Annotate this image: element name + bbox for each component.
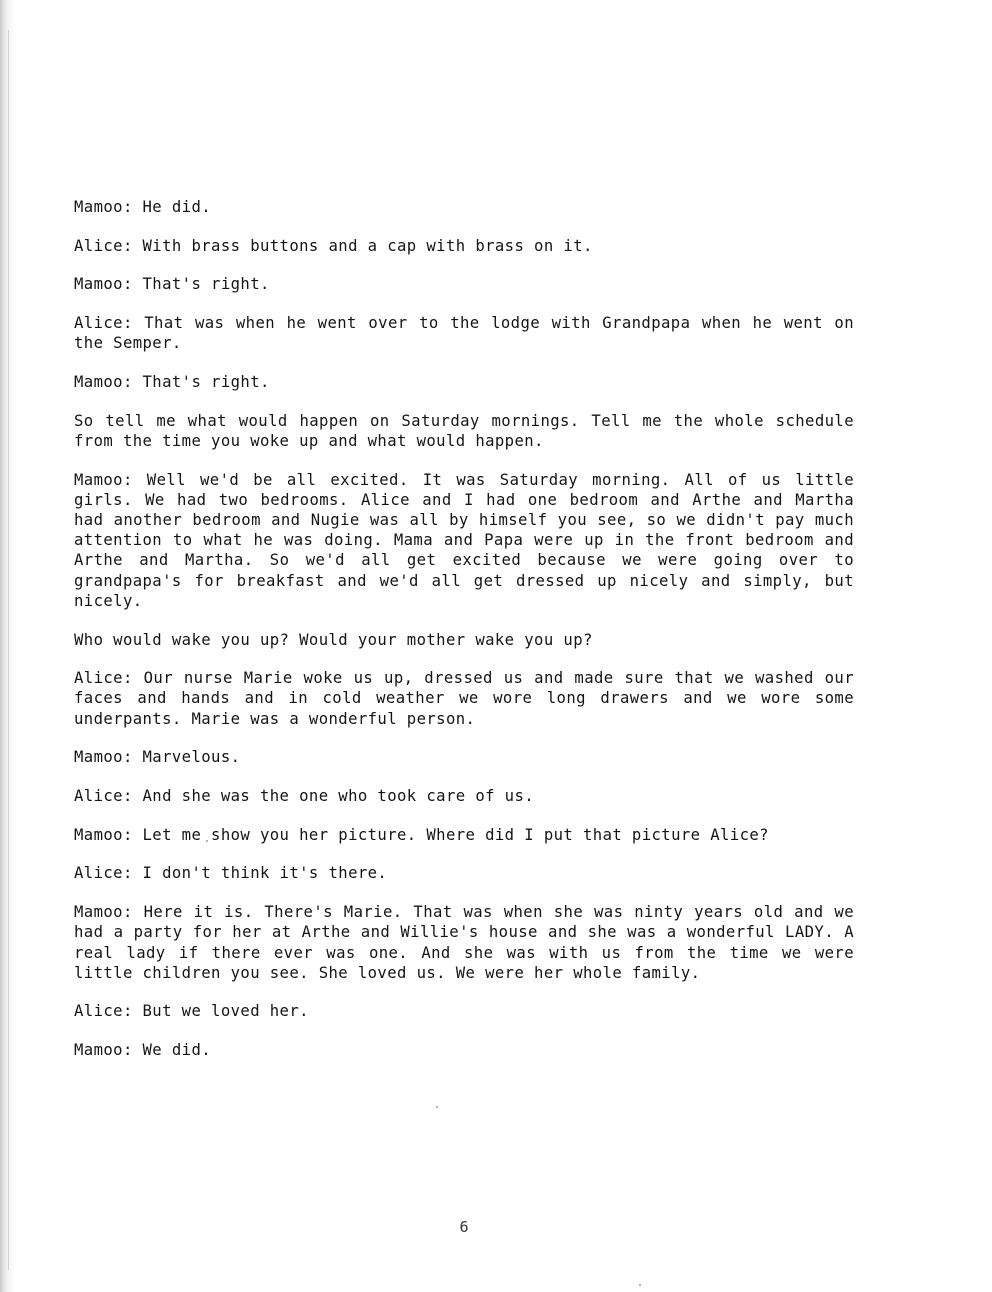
transcript-paragraph: Mamoo: Marvelous. <box>74 748 241 767</box>
scan-speck <box>436 1106 438 1108</box>
transcript-paragraph: Who would wake you up? Would your mother wake you up? <box>74 630 593 649</box>
transcript-paragraph: Mamoo: We did. <box>74 1041 212 1060</box>
transcript-paragraph: Alice: That was when he went over to the lodge with Grandpapa when he went on the Semper. <box>74 314 854 353</box>
transcript-paragraph: Alice: With brass buttons and a cap with brass on it. <box>74 236 593 255</box>
transcript-paragraph: Mamoo: Here it is. There's Marie. That was when she was ninty years old and we had a party for her at Arthe and Willie's house and she was a wonderful LADY. A real lady if there ever was one. And she was with us from the time we were little children you see. She loved us. We were her whole family. <box>74 903 854 982</box>
transcript-paragraph: Mamoo: That's right. <box>74 373 270 392</box>
transcript-paragraph: Mamoo: Let me show you her picture. Where did I put that picture Alice? <box>74 825 769 844</box>
transcript-paragraph: Mamoo: Well we'd be all excited. It was Saturday morning. All of us little girls. We had two bedrooms. Alice and I had one bedroom and Arthe and Martha had another bedroom and Nugie was all by himself you see, so we didn't pay much attention to what he was doing. Mama and Papa were up in the front bedroom and Arthe and Martha. So we'd all get excited because we were going over to grandpapa's for breakfast and we'd all get dressed up nicely and simply, but nicely. <box>74 470 854 610</box>
page-number: 6 <box>459 1218 469 1236</box>
transcript-paragraph: So tell me what would happen on Saturday mornings. Tell me the whole schedule from the time you woke up and what would happen. <box>74 411 854 450</box>
transcript-paragraph: Alice: I don't think it's there. <box>74 864 388 883</box>
transcript-paragraph: Mamoo: That's right. <box>74 275 270 294</box>
transcript-paragraph: Alice: But we loved her. <box>74 1002 309 1021</box>
scan-margin-line <box>8 30 9 1270</box>
transcript-paragraph: Mamoo: He did. <box>74 198 212 216</box>
transcript-paragraph: Alice: Our nurse Marie woke us up, dressed us and made sure that we washed our faces and hands and in cold weather we wore long drawers and we wore some underpants. Marie was a wonderful person. <box>74 669 854 728</box>
transcript-paragraph: Alice: And she was the one who took care of us. <box>74 787 535 806</box>
scan-speck <box>639 1284 641 1286</box>
transcript-body <box>74 197 854 1079</box>
